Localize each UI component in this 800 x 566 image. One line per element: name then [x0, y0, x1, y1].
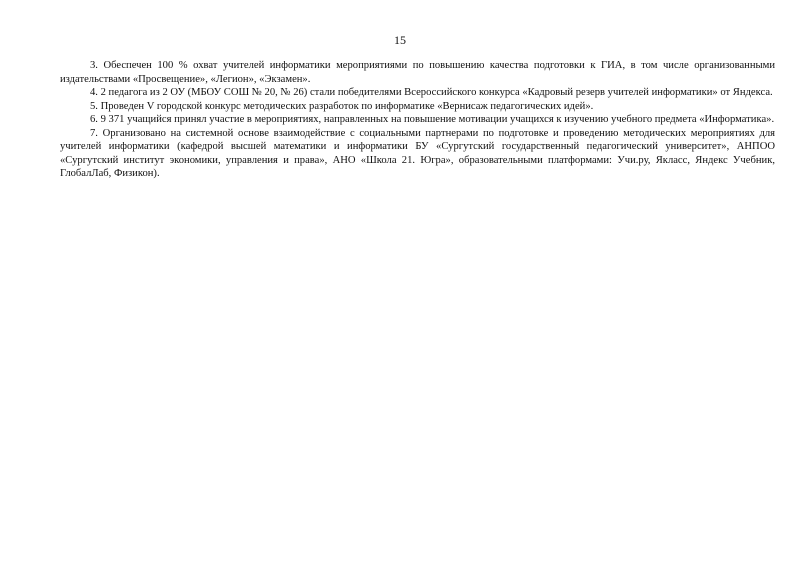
paragraph-item-7: 7. Организовано на системной основе взаимодействие с социальными партнерами по подготовке и проведению методических мероприятиях для учителей информатики (кафедрой высшей математики и информатики БУ «Сургутский государственный педагогический университет», АНПОО «Сургутский институт экономики, управления и права», АНО «Школа 21. Югра», образовательными платформами: Учи.ру, Якласс, Яндекс Учебник, ГлобалЛаб, Физикон). [60, 127, 775, 179]
document-body [60, 59, 775, 181]
paragraph-item-3: 3. Обеспечен 100 % охват учителей информатики мероприятиями по повышению качества подготовки к ГИА, в том числе организованными издательствами «Просвещение», «Легион», «Экзамен». [60, 60, 775, 85]
paragraph-item-6: 6. 9 371 учащийся принял участие в мероприятиях, направленных на повышение мотивации учащихся к изучению учебного предмета «Информатика». [90, 114, 775, 125]
page-number: 15 [394, 33, 406, 47]
paragraph-item-4: 4. 2 педагога из 2 ОУ (МБОУ СОШ № 20, № 26) стали победителями Всероссийского конкурса «Кадровый резерв учителей информатики» от Яндекса. [90, 87, 773, 98]
paragraph-item-5: 5. Проведен V городской конкурс методических разработок по информатике «Вернисаж педагогических идей». [90, 100, 594, 112]
